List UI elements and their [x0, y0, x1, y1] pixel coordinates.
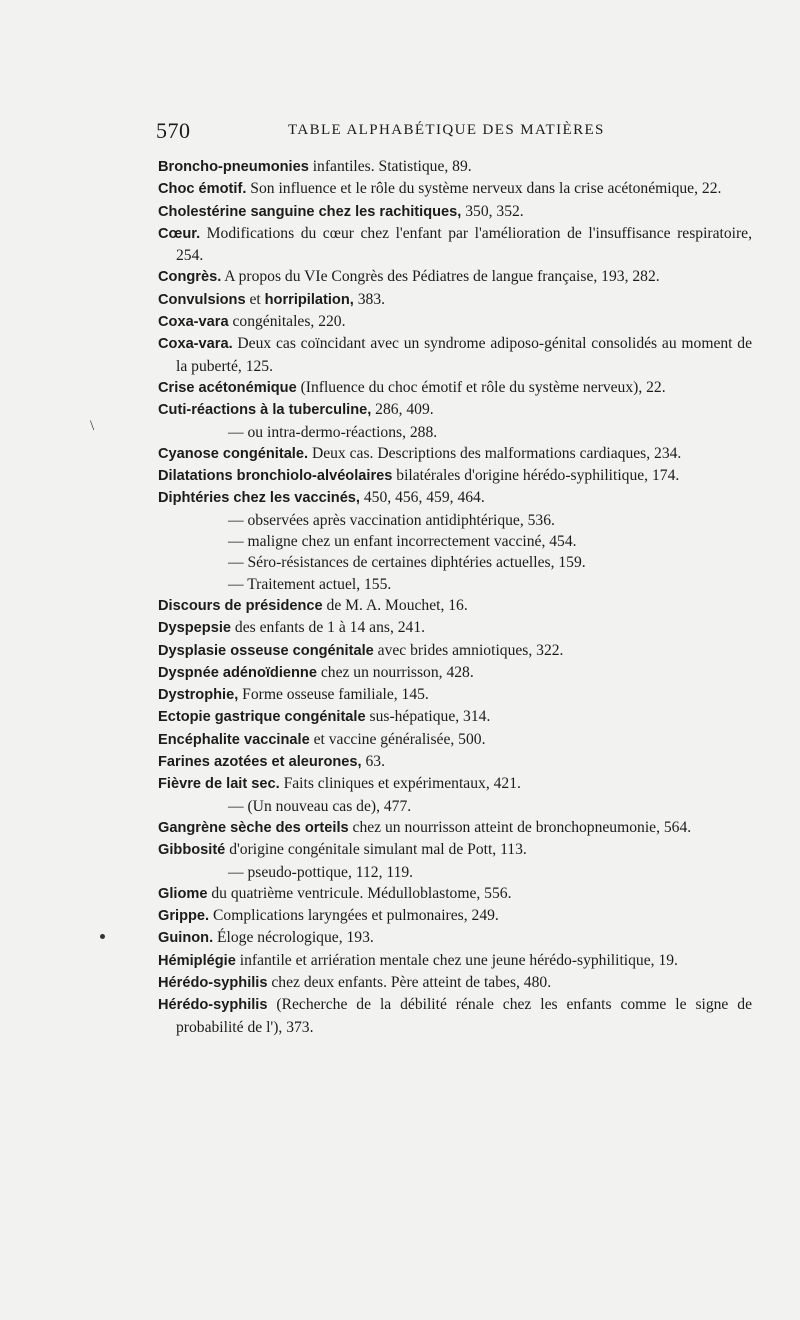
entry-text: A propos du VIe Congrès des Pédiatres de langue française, 193, 282.: [221, 268, 660, 286]
entry-heading: Cuti-réactions à la tuberculine,: [158, 402, 372, 419]
subentry-text: — pseudo-pottique, 112, 119.: [228, 863, 414, 881]
entry-heading: Diphtéries chez les vaccinés,: [158, 490, 360, 507]
entry-text: chez un nourrisson atteint de bronchopneumonie, 564.: [348, 818, 692, 836]
entry-text: avec brides amniotiques, 322.: [373, 641, 564, 659]
entry-text: Complications laryngées et pulmonaires, 249.: [209, 907, 499, 925]
subentry-text: — maligne chez un enfant incorrectement vacciné, 454.: [228, 533, 577, 551]
entry-text: (Influence du choc émotif et rôle du système nerveux), 22.: [296, 378, 666, 396]
margin-dot: [100, 934, 105, 939]
index-entry: [158, 883, 752, 905]
entry-heading: Fièvre de lait sec.: [158, 776, 280, 793]
entry-text: sus-hépatique, 314.: [365, 708, 491, 726]
entry-text: congénitales, 220.: [228, 313, 346, 331]
entry-heading: Dyspnée adénoïdienne: [158, 664, 317, 681]
subentry-text: — (Un nouveau cas de), 477.: [228, 797, 412, 815]
entry-heading: Gibbosité: [158, 842, 226, 859]
subentry-text: — ou intra-dermo-réactions, 288.: [228, 423, 438, 441]
index-entry: [158, 201, 752, 223]
index-entry: [158, 773, 752, 795]
index-subentry: [158, 510, 752, 531]
entry-text: bilatérales d'origine hérédo-syphilitique, 174.: [392, 467, 680, 485]
entry-text: 383.: [353, 290, 386, 308]
index-entry: [158, 662, 752, 684]
index-entry: [158, 223, 752, 267]
index-entry: [158, 972, 752, 994]
entry-heading: Grippe.: [158, 908, 210, 925]
entry-text: 63.: [361, 753, 385, 771]
index-entry: [158, 640, 752, 662]
entry-text: et vaccine généralisée, 500.: [309, 730, 486, 748]
entry-text: et: [245, 290, 265, 308]
index-entry: [158, 617, 752, 639]
index-entry: [158, 950, 752, 972]
entry-text: infantile et arriération mentale chez une jeune hérédo-syphilitique, 19.: [235, 951, 678, 969]
entry-text: Deux cas. Descriptions des malformations cardiaques, 234.: [308, 444, 682, 462]
entry-heading: Hérédo-syphilis: [158, 974, 268, 991]
entry-heading: Cholestérine sanguine chez les rachitiques,: [158, 203, 462, 220]
index-entry: [158, 905, 752, 927]
index-entry: [158, 333, 752, 377]
index-subentry: [158, 531, 752, 552]
entry-text: 350, 352.: [461, 202, 524, 220]
index-entry: [158, 443, 752, 465]
entry-heading: Hérédo-syphilis: [158, 997, 268, 1014]
entry-heading: Gliome: [158, 885, 208, 902]
index-entries: [158, 156, 752, 1038]
entry-text: du quatrième ventricule. Médulloblastome, 556.: [207, 884, 512, 902]
index-entry: [158, 994, 752, 1038]
index-entry: [158, 595, 752, 617]
index-entry: [158, 817, 752, 839]
index-subentry: [158, 422, 752, 443]
margin-mark: \: [90, 418, 95, 434]
entry-text: chez deux enfants. Père atteint de tabes, 480.: [267, 973, 552, 991]
index-entry: [158, 178, 752, 200]
entry-text: infantiles. Statistique, 89.: [308, 158, 472, 175]
entry-text: Son influence et le rôle du système nerveux dans la crise acétonémique, 22.: [246, 180, 722, 198]
entry-heading: Cœur.: [158, 225, 201, 242]
index-entry: [158, 311, 752, 333]
index-entry: [158, 289, 752, 311]
running-title: TABLE ALPHABÉTIQUE DES MATIÈRES: [288, 122, 605, 138]
entry-heading: Convulsions: [158, 291, 246, 308]
index-entry: [158, 156, 752, 178]
index-entry: [158, 684, 752, 706]
entry-heading: Dilatations bronchiolo-alvéolaires: [158, 468, 393, 485]
index-entry: [158, 751, 752, 773]
entry-heading: Discours de présidence: [158, 597, 323, 614]
entry-heading: Guinon.: [158, 930, 214, 947]
index-subentry: [158, 552, 752, 573]
page-header: [156, 118, 756, 144]
index-entry: [158, 399, 752, 421]
entry-text: des enfants de 1 à 14 ans, 241.: [231, 619, 426, 637]
entry-heading: horripilation,: [264, 291, 354, 308]
index-entry: [158, 266, 752, 288]
entry-text: chez un nourrisson, 428.: [316, 663, 474, 681]
index-subentry: [158, 862, 752, 883]
entry-heading: Broncho-pneumonies: [158, 159, 309, 175]
index-entry: [158, 729, 752, 751]
index-subentry: [158, 796, 752, 817]
entry-text: 286, 409.: [371, 401, 434, 419]
index-entry: [158, 465, 752, 487]
entry-heading: Gangrène sèche des orteils: [158, 819, 349, 836]
entry-text: (Recherche de la débilité rénale chez les enfants comme le signe de probabilité de l'), 373.: [176, 996, 752, 1036]
index-entry: [158, 377, 752, 399]
subentry-text: — Séro-résistances de certaines diphtéries actuelles, 159.: [228, 554, 586, 572]
entry-heading: Crise acétonémique: [158, 379, 297, 396]
index-entry: [158, 706, 752, 728]
entry-heading: Dystrophie,: [158, 687, 239, 704]
subentry-text: — observées après vaccination antidiphtérique, 536.: [228, 511, 555, 529]
entry-heading: Choc émotif.: [158, 181, 247, 198]
entry-heading: Hémiplégie: [158, 952, 236, 969]
entry-text: d'origine congénitale simulant mal de Pott, 113.: [225, 841, 527, 859]
entry-heading: Coxa-vara: [158, 314, 229, 331]
subentry-text: — Traitement actuel, 155.: [228, 575, 392, 593]
entry-text: Modifications du cœur chez l'enfant par l'amélioration de l'insuffisance respiratoire, 254.: [176, 224, 752, 265]
entry-heading: Dyspepsie: [158, 620, 232, 637]
entry-heading: Dysplasie osseuse congénitale: [158, 642, 374, 659]
index-entry: [158, 839, 752, 861]
entry-text: Forme osseuse familiale, 145.: [238, 686, 429, 704]
entry-heading: Cyanose congénitale.: [158, 445, 309, 462]
index-entry: [158, 487, 752, 509]
entry-text: Deux cas coïncidant avec un syndrome adiposo-génital consolidés au moment de la puberté, 125.: [176, 335, 752, 375]
index-subentry: [158, 574, 752, 595]
page-number: 570: [156, 118, 191, 143]
entry-heading: Congrès.: [158, 269, 222, 286]
index-entry: [158, 927, 752, 949]
entry-heading: Ectopie gastrique congénitale: [158, 709, 366, 726]
entry-text: de M. A. Mouchet, 16.: [322, 596, 468, 614]
entry-heading: Coxa-vara.: [158, 336, 233, 353]
entry-text: Faits cliniques et expérimentaux, 421.: [279, 775, 521, 793]
entry-text: 450, 456, 459, 464.: [359, 489, 485, 507]
entry-heading: Farines azotées et aleurones,: [158, 754, 362, 771]
entry-text: Éloge nécrologique, 193.: [213, 929, 374, 947]
entry-heading: Encéphalite vaccinale: [158, 731, 310, 748]
